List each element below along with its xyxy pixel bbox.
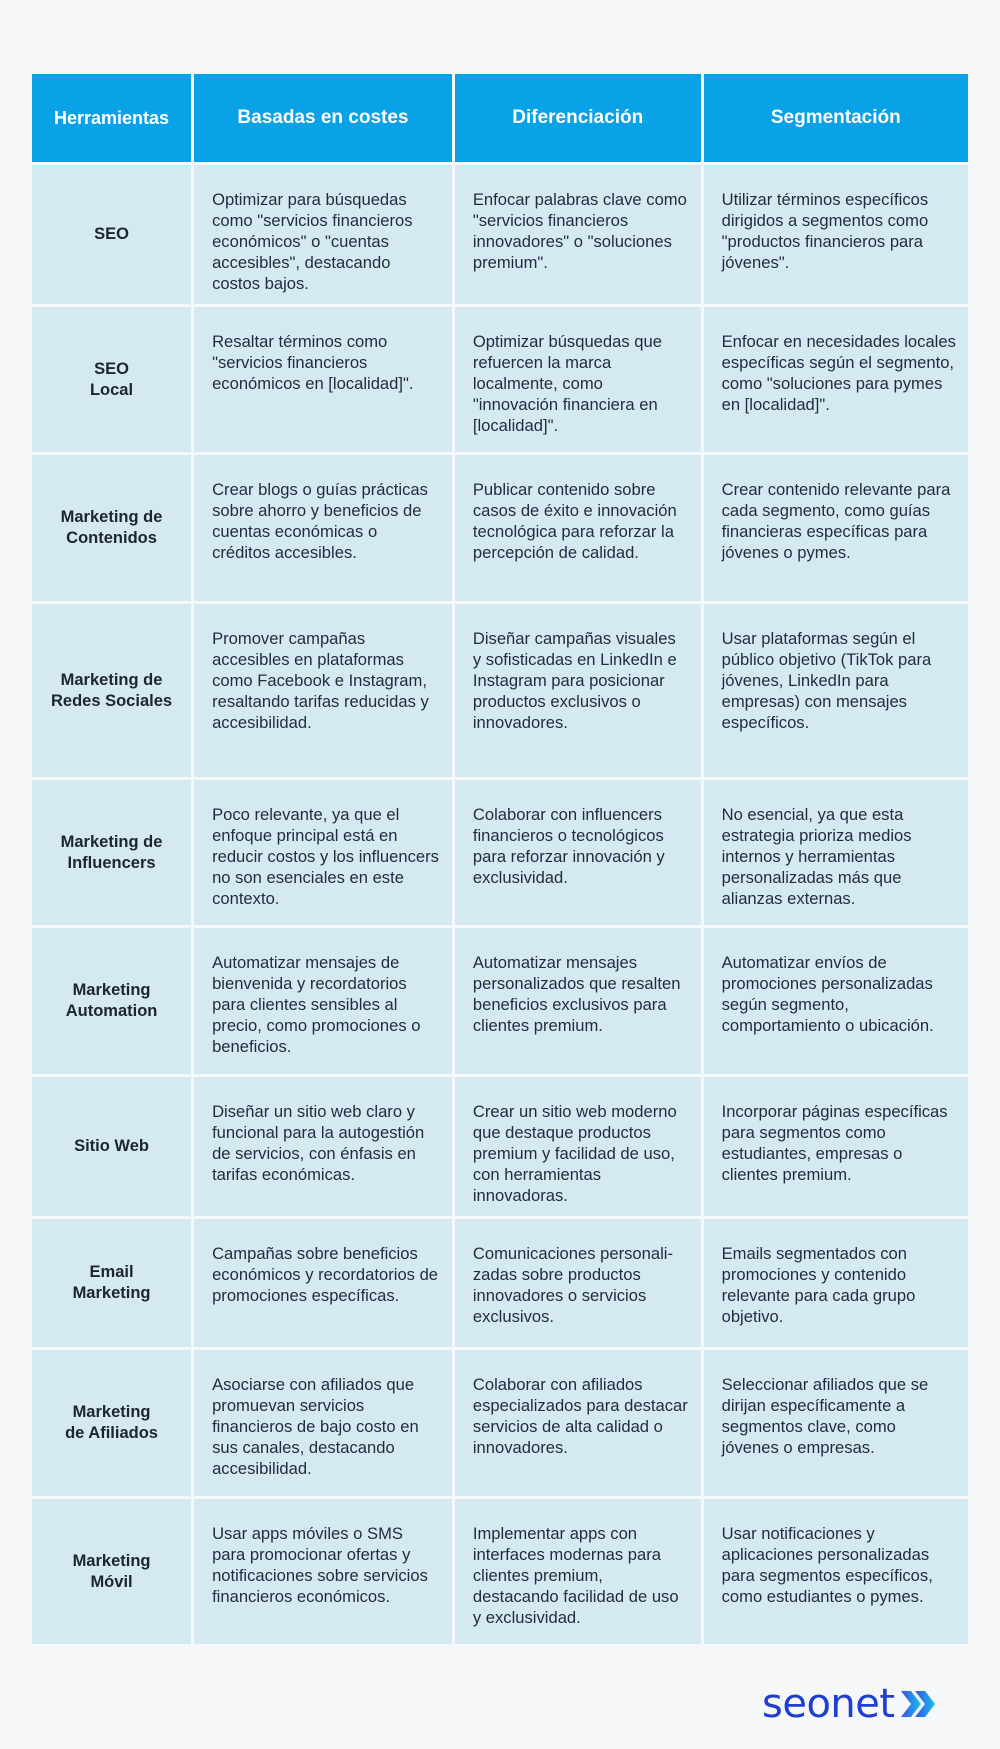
cell-costes: Poco relevante, ya que el enfoque principal está en reducir costos y los influencers no son esenciales en este contexto. xyxy=(194,780,452,925)
cell-diferenciacion: Colaborar con afiliados especializados para destacar servicios de alta calidad o innovadores. xyxy=(455,1350,701,1496)
cell-costes: Usar apps móviles o SMS para promocionar ofertas y notificaciones sobre servicios financieros económicos. xyxy=(194,1499,452,1644)
cell-segmentacion: Incorporar páginas específicas para segmentos como estudiantes, empresas o clientes premium. xyxy=(704,1077,968,1216)
cell-diferenciacion: Comunicaciones personali-zadas sobre productos innovadores o servicios exclusivos. xyxy=(455,1219,701,1347)
header-row xyxy=(32,74,968,162)
cell-segmentacion: Emails segmentados con promociones y contenido relevante para cada grupo objetivo. xyxy=(704,1219,968,1347)
table-row xyxy=(32,165,968,304)
table-row xyxy=(32,604,968,777)
row-tool: SEO xyxy=(32,165,191,304)
double-chevron-right-icon xyxy=(899,1687,939,1721)
cell-segmentacion: Crear contenido relevante para cada segmento, como guías financieras específicas para jóvenes o pymes. xyxy=(704,455,968,601)
cell-costes: Campañas sobre beneficios económicos y recordatorios de promociones específicas. xyxy=(194,1219,452,1347)
cell-segmentacion: Usar notificaciones y aplicaciones personalizadas para segmentos específicos, como estudiantes o pymes. xyxy=(704,1499,968,1644)
cell-diferenciacion: Automatizar mensajes personalizados que resalten beneficios exclusivos para clientes premium. xyxy=(455,928,701,1074)
row-tool: Marketing de Afiliados xyxy=(32,1350,191,1496)
table-row xyxy=(32,1350,968,1496)
cell-diferenciacion: Implementar apps con interfaces modernas para clientes premium, destacando facilidad de uso y exclusividad. xyxy=(455,1499,701,1644)
seonet-logo[interactable] xyxy=(762,1681,939,1727)
table-row xyxy=(32,1219,968,1347)
table-row xyxy=(32,307,968,452)
table-row xyxy=(32,1077,968,1216)
cell-diferenciacion: Enfocar palabras clave como "servicios financieros innovadores" o "soluciones premium". xyxy=(455,165,701,304)
cell-costes: Diseñar un sitio web claro y funcional para la autogestión de servicios, con énfasis en tarifas económicas. xyxy=(194,1077,452,1216)
table-row xyxy=(32,780,968,925)
cell-segmentacion: Seleccionar afiliados que se dirijan específicamente a segmentos clave, como jóvenes o empresas. xyxy=(704,1350,968,1496)
cell-diferenciacion: Optimizar búsquedas que refuercen la marca localmente, como "innovación financiera en [localidad]". xyxy=(455,307,701,452)
cell-costes: Automatizar mensajes de bienvenida y recordatorios para clientes sensibles al precio, como promociones o beneficios. xyxy=(194,928,452,1074)
cell-costes: Resaltar términos como "servicios financieros económicos en [localidad]". xyxy=(194,307,452,452)
row-tool: Sitio Web xyxy=(32,1077,191,1216)
table-row xyxy=(32,455,968,601)
cell-costes: Asociarse con afiliados que promuevan servicios financieros de bajo costo en sus canales, destacando accesibilidad. xyxy=(194,1350,452,1496)
logo-text: seonet xyxy=(762,1681,895,1727)
cell-segmentacion: Automatizar envíos de promociones personalizadas según segmento, comportamiento o ubicación. xyxy=(704,928,968,1074)
row-tool: SEO Local xyxy=(32,307,191,452)
cell-segmentacion: Utilizar términos específicos dirigidos a segmentos como "productos financieros para jóvenes". xyxy=(704,165,968,304)
cell-costes: Optimizar para búsquedas como "servicios financieros económicos" o "cuentas accesibles", destacando costos bajos. xyxy=(194,165,452,304)
table-row xyxy=(32,1499,968,1644)
table-body xyxy=(32,165,968,1644)
cell-costes: Promover campañas accesibles en plataformas como Facebook e Instagram, resaltando tarifas reducidas y accesibilidad. xyxy=(194,604,452,777)
header-segmentacion: Segmentación xyxy=(704,74,968,162)
row-tool: Email Marketing xyxy=(32,1219,191,1347)
cell-diferenciacion: Diseñar campañas visuales y sofisticadas en LinkedIn e Instagram para posicionar productos exclusivos o innovadores. xyxy=(455,604,701,777)
cell-costes: Crear blogs o guías prácticas sobre ahorro y beneficios de cuentas económicas o créditos accesibles. xyxy=(194,455,452,601)
table-header xyxy=(32,74,968,162)
header-herramientas: Herramientas xyxy=(32,74,191,162)
table-row xyxy=(32,928,968,1074)
strategy-table xyxy=(29,71,971,1647)
header-diferenciacion: Diferenciación xyxy=(455,74,701,162)
row-tool: Marketing de Influencers xyxy=(32,780,191,925)
cell-diferenciacion: Publicar contenido sobre casos de éxito e innovación tecnológica para reforzar la percepción de calidad. xyxy=(455,455,701,601)
cell-diferenciacion: Crear un sitio web moderno que destaque productos premium y facilidad de uso, con herramientas innovadoras. xyxy=(455,1077,701,1216)
header-costes: Basadas en costes xyxy=(194,74,452,162)
row-tool: Marketing Automation xyxy=(32,928,191,1074)
row-tool: Marketing de Redes Sociales xyxy=(32,604,191,777)
cell-segmentacion: Enfocar en necesidades locales específicas según el segmento, como "soluciones para pymes en [localidad]". xyxy=(704,307,968,452)
row-tool: Marketing de Contenidos xyxy=(32,455,191,601)
cell-segmentacion: No esencial, ya que esta estrategia prioriza medios internos y herramientas personalizadas más que alianzas externas. xyxy=(704,780,968,925)
cell-segmentacion: Usar plataformas según el público objetivo (TikTok para jóvenes, LinkedIn para empresas) con mensajes específicos. xyxy=(704,604,968,777)
row-tool: Marketing Móvil xyxy=(32,1499,191,1644)
cell-diferenciacion: Colaborar con influencers financieros o tecnológicos para reforzar innovación y exclusividad. xyxy=(455,780,701,925)
